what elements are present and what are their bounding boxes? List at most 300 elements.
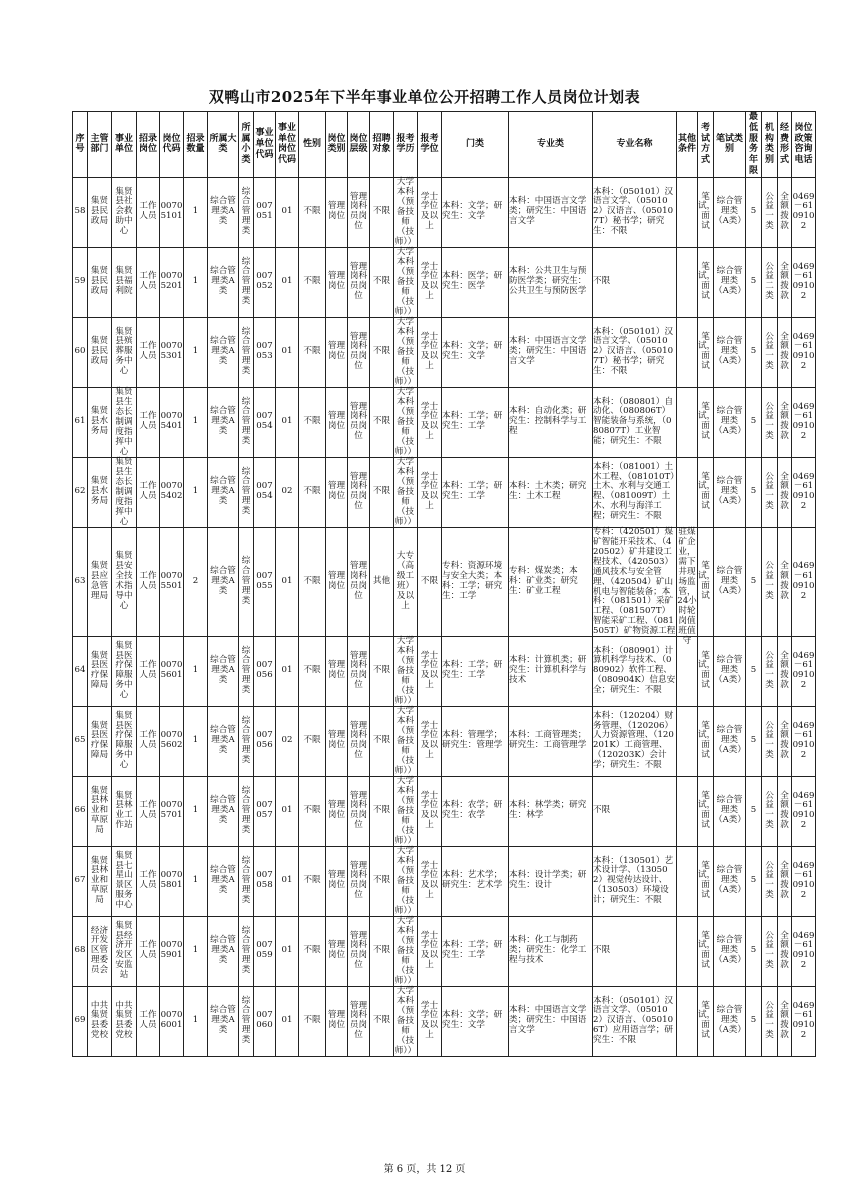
- column-header: 笔试类别: [714, 112, 746, 178]
- cell-num: [184, 527, 208, 636]
- cell-major-cat: [208, 776, 239, 846]
- cell-text: 67: [74, 875, 86, 886]
- cell-other: [677, 986, 698, 1056]
- cell-post: [137, 457, 160, 527]
- page-title: 双鸭山市2025年下半年事业单位公开招聘工作人员岗位计划表: [208, 88, 641, 106]
- cell-text: 0469－6109102: [792, 401, 815, 442]
- table-row: [73, 986, 816, 1056]
- cell-edu: [394, 846, 418, 916]
- cell-org: [762, 776, 778, 846]
- cell-text: 0469－6109102: [792, 650, 815, 691]
- cell-gender: [299, 177, 326, 247]
- cell-text: 5: [750, 276, 757, 287]
- cell-code: [160, 846, 184, 916]
- cell-post-type: [326, 247, 348, 317]
- cell-text: 本科：化工与制药类；研究生：化学工程与技术: [509, 935, 587, 966]
- cell-text: 0469－6109102: [792, 930, 815, 971]
- cell-years: [746, 776, 762, 846]
- cell-fund: [778, 916, 792, 986]
- cell-level: [348, 317, 370, 387]
- cell-major-cat: [208, 247, 239, 317]
- cell-text: 不限: [372, 945, 391, 956]
- cell-text: 综合管理类A类: [210, 476, 236, 507]
- cell-text: 不限: [372, 416, 391, 427]
- cell-text: 不限: [303, 486, 321, 497]
- cell-no: [73, 247, 88, 317]
- cell-text: 不限: [372, 276, 391, 287]
- cell-org: [762, 706, 778, 776]
- cell-unit: [112, 387, 137, 457]
- cell-text: 管理岗位: [327, 870, 346, 891]
- cell-edu: [394, 916, 418, 986]
- cell-text: 大学本科（预备技师（技师））: [394, 457, 417, 527]
- cell-text: 综合管理类: [241, 466, 251, 517]
- cell-unit: [112, 636, 137, 706]
- cell-text: 本科：中国语言文学类；研究生：中国语言文学: [509, 336, 587, 367]
- cell-text: 007051: [256, 201, 273, 222]
- cell-written: [714, 706, 746, 776]
- cell-text: 本科：文学；研究生：文学: [442, 201, 503, 222]
- cell-degree: [418, 636, 442, 706]
- cell-target: [370, 636, 394, 706]
- cell-text: 本科：公共卫生与预防医学类；研究生：公共卫生与预防医学: [509, 266, 587, 297]
- cell-text: 本科：工商管理类；研究生：工商管理学: [509, 730, 587, 751]
- cell-major-cat: [208, 317, 239, 387]
- cell-text: 管理岗位: [327, 800, 346, 821]
- column-header: 性别: [299, 112, 326, 178]
- cell-major-cat: [208, 527, 239, 636]
- cell-text: 5: [750, 875, 757, 886]
- cell-text: 全额拨款: [780, 930, 789, 971]
- cell-written: [714, 986, 746, 1056]
- cell-text: 01: [281, 945, 293, 956]
- cell-code: [160, 986, 184, 1056]
- cell-edu: [394, 317, 418, 387]
- column-header: 招聘对象: [370, 112, 394, 178]
- cell-degree: [418, 916, 442, 986]
- cell-text: 大学本科（预备技师（技师））: [394, 986, 417, 1056]
- cell-text: 5: [750, 945, 757, 956]
- cell-fund: [778, 177, 792, 247]
- cell-category: [442, 387, 509, 457]
- cell-text: 公益一类: [765, 331, 774, 372]
- cell-text: 01: [281, 1015, 293, 1026]
- cell-text: 不限: [303, 206, 321, 217]
- cell-text: 集贤县殡葬服务中心: [115, 326, 133, 377]
- cell-text: 本科：设计学类；研究生：设计: [509, 870, 587, 891]
- cell-text: 工作人员: [139, 341, 157, 362]
- table-row: [73, 387, 816, 457]
- cell-target: [370, 916, 394, 986]
- cell-text: 本科：医学；研究生：医学: [442, 271, 503, 292]
- cell-text: 学士学位及以上: [420, 860, 439, 901]
- cell-spec-name: [593, 776, 677, 846]
- cell-text: 0469－6109102: [792, 1000, 815, 1041]
- cell-text: 管理岗科员岗位: [349, 191, 368, 232]
- cell-text: 大学本科（预备技师（技师））: [394, 317, 417, 387]
- cell-edu: [394, 387, 418, 457]
- cell-text: 65: [74, 735, 86, 746]
- cell-exam: [698, 916, 714, 986]
- cell-years: [746, 636, 762, 706]
- table-row: [73, 636, 816, 706]
- cell-text: 01: [281, 276, 293, 287]
- cell-text: 0469－6109102: [792, 471, 815, 512]
- cell-post-code: [276, 177, 299, 247]
- cell-edu: [394, 706, 418, 776]
- cell-text: 集贤县医疗保障服务中心: [115, 640, 133, 701]
- cell-text: 笔试，面试: [698, 720, 716, 761]
- cell-text: 集贤县安全技术指导中心: [115, 551, 133, 611]
- cell-text: 综合管理类（A类）: [714, 865, 746, 896]
- cell-text: 本科：文学；研究生：文学: [442, 341, 503, 362]
- cell-num: [184, 706, 208, 776]
- cell-text: 集贤县福利院: [115, 266, 133, 297]
- cell-no: [73, 916, 88, 986]
- table-row: [73, 527, 816, 636]
- cell-text: 不限: [303, 805, 321, 816]
- cell-written: [714, 916, 746, 986]
- cell-text: 管理岗科员岗位: [349, 860, 368, 901]
- column-header: 考试方式: [698, 112, 714, 178]
- cell-text: 综合管理类A类: [210, 565, 236, 596]
- cell-spec-name: [593, 706, 677, 776]
- cell-text: 00705201: [160, 271, 183, 292]
- cell-text: 1: [192, 805, 199, 816]
- cell-text: 管理岗位: [327, 271, 346, 292]
- cell-other: [677, 177, 698, 247]
- cell-text: 工作人员: [139, 271, 157, 292]
- cell-text: 本科：（050101）汉语言文学、（050102）汉语言、（050106T）应用语言学；研究生：不限: [593, 995, 674, 1046]
- cell-phone: [792, 776, 816, 846]
- cell-text: 综合管理类A类: [210, 196, 236, 227]
- cell-post-type: [326, 317, 348, 387]
- cell-text: 综合管理类A类: [210, 1005, 236, 1036]
- cell-org: [762, 247, 778, 317]
- cell-degree: [418, 846, 442, 916]
- cell-text: 管理岗位: [327, 1010, 346, 1031]
- cell-written: [714, 457, 746, 527]
- table-row: [73, 457, 816, 527]
- cell-text: 集贤县民政局: [90, 266, 109, 297]
- cell-text: 综合管理类（A类）: [714, 935, 746, 966]
- cell-unit-code: [254, 706, 276, 776]
- cell-text: 5: [750, 575, 757, 586]
- column-header: 招录数量: [184, 112, 208, 178]
- cell-text: 本科：（120204）财务管理、（120206）人力资源管理、（120201K）工商管理、（120203K）会计学；研究生：不限: [593, 710, 674, 771]
- cell-unit-code: [254, 916, 276, 986]
- cell-text: 综合管理类（A类）: [714, 795, 746, 826]
- cell-text: 综合管理类: [241, 715, 251, 766]
- cell-fund: [778, 317, 792, 387]
- cell-degree: [418, 317, 442, 387]
- cell-text: 综合管理类: [241, 556, 251, 606]
- cell-text: 集贤县林业和草原局: [90, 855, 109, 906]
- cell-exam: [698, 457, 714, 527]
- cell-category: [442, 247, 509, 317]
- cell-level: [348, 916, 370, 986]
- cell-minor-cat: [239, 846, 254, 916]
- cell-text: 本科：计算机类；研究生：计算机科学与技术: [509, 655, 587, 686]
- cell-other: [677, 706, 698, 776]
- cell-post-code: [276, 706, 299, 776]
- cell-post-code: [276, 776, 299, 846]
- cell-text: 5: [750, 735, 757, 746]
- cell-text: 综合管理类（A类）: [714, 476, 746, 507]
- cell-target: [370, 317, 394, 387]
- cell-exam: [698, 636, 714, 706]
- cell-text: 01: [281, 805, 293, 816]
- cell-text: 全额拨款: [780, 860, 789, 901]
- cell-spec-name: [593, 247, 677, 317]
- cell-no: [73, 457, 88, 527]
- cell-target: [370, 247, 394, 317]
- cell-major-cat: [208, 986, 239, 1056]
- cell-no: [73, 527, 88, 636]
- cell-phone: [792, 706, 816, 776]
- cell-unit: [112, 527, 137, 636]
- cell-text: 01: [281, 575, 293, 586]
- cell-text: 00705901: [160, 940, 183, 961]
- cell-phone: [792, 636, 816, 706]
- cell-dept: [88, 636, 112, 706]
- cell-text: 学士学位及以上: [420, 471, 439, 512]
- cell-exam: [698, 846, 714, 916]
- cell-target: [370, 457, 394, 527]
- cell-text: 综合管理类A类: [210, 795, 236, 826]
- cell-gender: [299, 247, 326, 317]
- cell-unit-code: [254, 177, 276, 247]
- cell-text: 集贤县水务局: [90, 406, 109, 437]
- cell-post-type: [326, 986, 348, 1056]
- cell-minor-cat: [239, 177, 254, 247]
- cell-text: 综合管理类: [241, 995, 251, 1046]
- cell-text: 62: [74, 486, 86, 497]
- cell-text: 不限: [372, 346, 391, 357]
- cell-text: 00705602: [160, 730, 183, 751]
- cell-post: [137, 247, 160, 317]
- column-header: 事业单位: [112, 112, 137, 178]
- cell-level: [348, 247, 370, 317]
- cell-post-code: [276, 846, 299, 916]
- cell-text: 本科：（080901）计算机科学与技术、（080902）软件工程、（080904K）信息安全；研究生：不限: [593, 645, 676, 696]
- cell-post-type: [326, 457, 348, 527]
- cell-text: 不限: [372, 486, 391, 497]
- cell-text: 笔试，面试: [698, 191, 716, 232]
- cell-spec-name: [593, 636, 677, 706]
- cell-spec-type: [509, 986, 593, 1056]
- cell-minor-cat: [239, 527, 254, 636]
- cell-spec-type: [509, 247, 593, 317]
- cell-minor-cat: [239, 247, 254, 317]
- cell-post-code: [276, 387, 299, 457]
- cell-text: 60: [74, 346, 86, 357]
- cell-num: [184, 387, 208, 457]
- cell-num: [184, 457, 208, 527]
- cell-text: 学士学位及以上: [420, 1000, 439, 1041]
- cell-text: 学士学位及以上: [420, 191, 439, 232]
- cell-text: 5: [750, 486, 757, 497]
- cell-exam: [698, 986, 714, 1056]
- cell-level: [348, 706, 370, 776]
- cell-spec-type: [509, 177, 593, 247]
- cell-fund: [778, 846, 792, 916]
- cell-major-cat: [208, 706, 239, 776]
- cell-org: [762, 846, 778, 916]
- cell-code: [160, 527, 184, 636]
- cell-text: 本科：文学；研究生：文学: [442, 1010, 503, 1031]
- cell-text: 全额拨款: [780, 650, 789, 691]
- cell-text: 大学本科（预备技师（技师））: [394, 177, 417, 247]
- cell-text: 工作人员: [139, 660, 157, 681]
- cell-text: 本科：（130501）艺术设计学、（130502）视觉传达设计、（130503）环境设计；研究生：不限: [593, 855, 674, 906]
- cell-category: [442, 527, 509, 636]
- page-footer: 第 6 页，共 12 页: [383, 1164, 466, 1175]
- cell-fund: [778, 247, 792, 317]
- cell-text: 0469－6109102: [792, 261, 815, 302]
- cell-text: 综合管理类: [241, 396, 251, 447]
- cell-no: [73, 846, 88, 916]
- table-row: [73, 177, 816, 247]
- cell-text: 综合管理类（A类）: [714, 196, 746, 227]
- cell-unit-code: [254, 457, 276, 527]
- cell-text: 工作人员: [139, 800, 157, 821]
- cell-text: 本科：工学；研究生：工学: [442, 940, 503, 961]
- table-row: [73, 916, 816, 986]
- cell-text: 笔试，面试: [698, 790, 716, 831]
- cell-unit-code: [254, 527, 276, 636]
- cell-text: 公益一类: [765, 650, 774, 691]
- cell-text: 公益一类: [765, 1000, 774, 1041]
- cell-num: [184, 636, 208, 706]
- cell-no: [73, 387, 88, 457]
- cell-text: 0469－6109102: [792, 720, 815, 761]
- cell-text: 管理岗位: [327, 201, 346, 222]
- cell-text: 不限: [593, 805, 611, 816]
- cell-text: 工作人员: [139, 730, 157, 751]
- cell-gender: [299, 916, 326, 986]
- cell-level: [348, 177, 370, 247]
- column-header: 所属大类: [208, 112, 239, 178]
- cell-unit: [112, 247, 137, 317]
- cell-gender: [299, 457, 326, 527]
- cell-text: 集贤县民政局: [90, 336, 109, 367]
- cell-level: [348, 527, 370, 636]
- cell-text: 综合管理类（A类）: [714, 1005, 746, 1036]
- cell-num: [184, 177, 208, 247]
- cell-text: 本科：（050101）汉语言文学、（050102）汉语言、（050107T）秘书学；研究生：不限: [593, 186, 674, 237]
- cell-other: [677, 846, 698, 916]
- cell-fund: [778, 776, 792, 846]
- cell-code: [160, 776, 184, 846]
- cell-text: 笔试，面试: [698, 471, 716, 512]
- cell-spec-type: [509, 387, 593, 457]
- cell-text: 管理岗位: [327, 411, 346, 432]
- cell-num: [184, 247, 208, 317]
- cell-written: [714, 846, 746, 916]
- cell-phone: [792, 457, 816, 527]
- cell-text: 01: [281, 346, 293, 357]
- cell-other: [677, 527, 698, 646]
- column-header: 其他条件: [677, 112, 698, 178]
- cell-post: [137, 846, 160, 916]
- cell-text: 5: [750, 416, 757, 427]
- cell-code: [160, 706, 184, 776]
- recruitment-table: [72, 111, 816, 1057]
- cell-phone: [792, 177, 816, 247]
- column-header: 岗位层级: [348, 112, 370, 178]
- cell-text: 驻煤矿企业，需下井现场监管，24小时轮岗值班值守: [677, 527, 697, 646]
- cell-text: 不限: [420, 575, 439, 586]
- cell-unit: [112, 916, 137, 986]
- cell-target: [370, 986, 394, 1056]
- cell-text: 专科：（420501）煤矿智能开采技术、（420502）矿井建设工程技术、（420503）通风技术与安全管理、（420504）矿山机电与智能装备；本科：（081501）采矿工程、（081507T）智能采矿工程、（081505T）矿物资源工程: [593, 527, 676, 637]
- cell-other: [677, 457, 698, 527]
- cell-code: [160, 177, 184, 247]
- cell-text: 中共集贤县委党校: [115, 1000, 133, 1041]
- cell-other: [677, 776, 698, 846]
- cell-target: [370, 706, 394, 776]
- cell-degree: [418, 247, 442, 317]
- cell-gender: [299, 387, 326, 457]
- cell-minor-cat: [239, 636, 254, 706]
- cell-text: 学士学位及以上: [420, 720, 439, 761]
- cell-years: [746, 706, 762, 776]
- cell-dept: [88, 916, 112, 986]
- cell-text: 0469－6109102: [792, 860, 815, 901]
- cell-text: 本科：艺术学；研究生：艺术学: [442, 870, 503, 891]
- cell-category: [442, 457, 509, 527]
- cell-text: 管理岗科员岗位: [349, 720, 368, 761]
- cell-text: 不限: [372, 665, 391, 676]
- cell-major-cat: [208, 846, 239, 916]
- cell-text: 不限: [303, 945, 321, 956]
- cell-text: 管理岗科员岗位: [349, 650, 368, 691]
- column-header: 所属小类: [239, 112, 254, 178]
- cell-text: 综合管理类A类: [210, 266, 236, 297]
- cell-gender: [299, 846, 326, 916]
- cell-text: 集贤县社会救助中心: [115, 186, 133, 237]
- cell-years: [746, 527, 762, 636]
- cell-text: 综合管理类: [241, 855, 251, 906]
- cell-dept: [88, 387, 112, 457]
- cell-text: 综合管理类（A类）: [714, 565, 746, 596]
- column-header: 序号: [73, 112, 88, 178]
- cell-written: [714, 177, 746, 247]
- cell-exam: [698, 706, 714, 776]
- cell-text: 007056: [256, 730, 273, 751]
- cell-text: 管理岗位: [327, 730, 346, 751]
- cell-text: 公益一类: [765, 401, 774, 442]
- column-header: 最低服务年限: [746, 112, 762, 178]
- cell-text: 管理岗位: [327, 570, 346, 591]
- cell-text: 集贤县林业和草原局: [90, 785, 109, 836]
- column-header: 报考学历: [394, 112, 418, 178]
- cell-fund: [778, 527, 792, 636]
- cell-minor-cat: [239, 317, 254, 387]
- cell-degree: [418, 177, 442, 247]
- cell-text: 02: [281, 486, 293, 497]
- cell-text: 63: [74, 575, 86, 586]
- cell-degree: [418, 457, 442, 527]
- cell-text: 集贤县水务局: [90, 476, 109, 507]
- cell-text: 管理岗科员岗位: [349, 331, 368, 372]
- cell-target: [370, 387, 394, 457]
- cell-org: [762, 636, 778, 706]
- cell-text: 64: [74, 665, 86, 676]
- cell-edu: [394, 527, 418, 636]
- cell-major-cat: [208, 916, 239, 986]
